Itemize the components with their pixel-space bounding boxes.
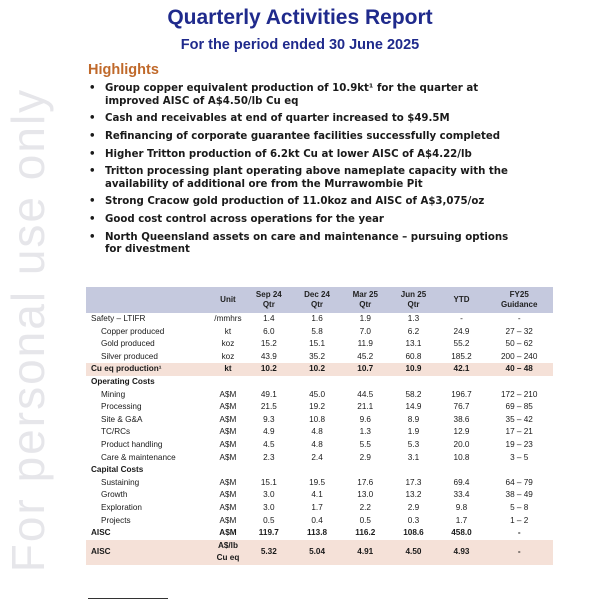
cell-mar25: 0.5 bbox=[359, 515, 371, 525]
row-unit: A$M bbox=[219, 452, 237, 462]
cell-sep24: 6.0 bbox=[263, 326, 275, 336]
cell-guidance: 17 – 21 bbox=[505, 427, 533, 437]
highlight-text: Cash and receivables at end of quarter increased to $49.5M bbox=[105, 113, 450, 125]
cell-ytd: 69.4 bbox=[453, 477, 470, 487]
cell-jun25: 8.9 bbox=[407, 414, 420, 424]
cell-guidance: 35 – 42 bbox=[505, 414, 533, 424]
cell-sep24 bbox=[245, 376, 293, 389]
cell-jun25: 10.9 bbox=[389, 363, 437, 376]
table-row bbox=[86, 439, 553, 452]
cell-jun25: 13.2 bbox=[405, 490, 422, 500]
cell-dec24: 10.8 bbox=[309, 414, 326, 424]
watermark-text: For personal use only bbox=[2, 87, 54, 573]
cell-dec24: 0.4 bbox=[311, 515, 323, 525]
cell-ytd: 458.0 bbox=[451, 528, 472, 538]
cell-ytd: - bbox=[460, 314, 463, 323]
highlights-heading: Highlights bbox=[88, 62, 159, 78]
cell-sep24: 49.1 bbox=[260, 389, 277, 399]
cell-sep24: 3.0 bbox=[263, 502, 275, 512]
cell-mar25: 116.2 bbox=[355, 528, 376, 538]
cell-ytd: 12.9 bbox=[453, 427, 470, 437]
highlight-item bbox=[88, 166, 520, 191]
table-row bbox=[86, 477, 553, 490]
cell-dec24: 19.2 bbox=[309, 402, 326, 412]
cell-dec24: 15.1 bbox=[309, 339, 326, 349]
cell-guidance: - bbox=[517, 314, 521, 323]
cell-mar25: 17.6 bbox=[357, 477, 374, 487]
table-row bbox=[86, 540, 553, 565]
highlight-text: North Queensland assets on care and maintenance – pursuing options for divestment bbox=[105, 231, 509, 256]
cell-mar25: 7.0 bbox=[359, 326, 371, 336]
row-unit: koz bbox=[221, 339, 235, 349]
production-cost-table bbox=[86, 287, 553, 565]
row-unit: A$M bbox=[219, 427, 237, 437]
cell-dec24: 1.6 bbox=[311, 314, 323, 323]
row-label: Exploration bbox=[101, 502, 142, 512]
cell-dec24: 4.1 bbox=[311, 490, 323, 500]
highlight-text: Good cost control across operations for the year bbox=[105, 214, 384, 226]
cell-ytd bbox=[438, 376, 486, 389]
cell-sep24: 3.0 bbox=[263, 490, 275, 500]
row-unit: kt bbox=[224, 326, 232, 336]
cell-ytd: 76.7 bbox=[453, 402, 470, 412]
cell-dec24: 35.2 bbox=[309, 351, 326, 361]
cell-guidance: 5 – 8 bbox=[510, 502, 529, 512]
row-unit bbox=[211, 464, 245, 477]
highlight-text: Group copper equivalent production of 10.9kt¹ for the quarter at improved AISC of A$4.50/lb Cu eq bbox=[105, 83, 479, 107]
cell-guidance: 3 – 5 bbox=[510, 452, 529, 462]
cell-jun25: 13.1 bbox=[405, 339, 422, 349]
row-label: AISC bbox=[91, 528, 111, 538]
highlight-item bbox=[88, 149, 520, 162]
cell-dec24 bbox=[293, 376, 341, 389]
cell-sep24: 15.1 bbox=[260, 477, 277, 487]
cell-sep24: 0.5 bbox=[263, 515, 275, 525]
cell-dec24: 1.7 bbox=[311, 502, 323, 512]
cell-guidance bbox=[485, 376, 553, 389]
table-row bbox=[86, 489, 553, 502]
row-unit: A$M bbox=[219, 402, 237, 412]
row-label: Mining bbox=[101, 389, 126, 399]
row-unit bbox=[211, 376, 245, 389]
cell-sep24: 1.4 bbox=[263, 314, 275, 323]
cell-mar25: 1.9 bbox=[359, 314, 371, 323]
table-row bbox=[86, 338, 553, 351]
cell-dec24: 4.8 bbox=[311, 439, 323, 449]
highlight-item bbox=[88, 232, 520, 257]
cell-sep24: 2.3 bbox=[263, 452, 275, 462]
cell-jun25: 6.2 bbox=[407, 326, 420, 336]
cell-ytd: 24.9 bbox=[453, 326, 470, 336]
cell-mar25: 21.1 bbox=[357, 402, 374, 412]
cell-jun25 bbox=[389, 376, 437, 389]
header-guidance: FY25 Guidance bbox=[485, 287, 553, 313]
header-label-cell bbox=[86, 287, 211, 313]
highlight-text: Refinancing of corporate guarantee facilities successfully completed bbox=[105, 130, 501, 142]
table-row bbox=[86, 363, 553, 376]
cell-guidance: 27 – 32 bbox=[505, 326, 533, 336]
row-unit: A$M bbox=[219, 477, 237, 487]
cell-mar25: 44.5 bbox=[357, 389, 374, 399]
row-label: TC/RCs bbox=[101, 427, 131, 437]
cell-ytd: 55.2 bbox=[453, 339, 470, 349]
footnote-divider bbox=[88, 598, 168, 599]
table-row bbox=[86, 313, 553, 326]
cell-jun25: 5.3 bbox=[407, 439, 420, 449]
cell-sep24: 4.5 bbox=[263, 439, 275, 449]
row-label: AISC bbox=[86, 540, 211, 565]
row-unit: A$M bbox=[219, 515, 237, 525]
cell-jun25: 58.2 bbox=[405, 389, 422, 399]
cell-guidance: 1 – 2 bbox=[510, 515, 529, 525]
table-row bbox=[86, 464, 553, 477]
row-label: Safety – LTIFR bbox=[91, 314, 146, 323]
cell-ytd: 196.7 bbox=[451, 389, 472, 399]
cell-dec24: 2.4 bbox=[311, 452, 323, 462]
row-unit: A$/lb Cu eq bbox=[211, 540, 245, 565]
cell-sep24: 21.5 bbox=[260, 402, 277, 412]
highlight-item bbox=[88, 196, 520, 209]
cell-mar25 bbox=[341, 464, 389, 477]
row-unit: koz bbox=[221, 351, 235, 361]
highlight-text: Strong Cracow gold production of 11.0koz and AISC of A$3,075/oz bbox=[105, 196, 485, 208]
table-row bbox=[86, 414, 553, 427]
table-header-row bbox=[86, 287, 553, 313]
cell-sep24 bbox=[245, 464, 293, 477]
report-title: Quarterly Activities Report bbox=[167, 6, 433, 29]
cell-sep24: 9.3 bbox=[263, 414, 275, 424]
highlight-item bbox=[88, 131, 520, 144]
cell-guidance: 200 – 240 bbox=[500, 351, 538, 361]
cell-guidance: 64 – 79 bbox=[505, 477, 533, 487]
cell-guidance: 40 – 48 bbox=[485, 363, 553, 376]
row-label: Copper produced bbox=[101, 326, 165, 336]
cell-sep24: 43.9 bbox=[260, 351, 277, 361]
cell-sep24: 5.32 bbox=[245, 540, 293, 565]
highlight-item bbox=[88, 83, 520, 108]
cell-guidance: 50 – 62 bbox=[505, 339, 533, 349]
header-ytd: YTD bbox=[438, 287, 486, 313]
bullet-icon: • bbox=[89, 231, 96, 243]
cell-mar25: 45.2 bbox=[357, 351, 374, 361]
cell-ytd: 185.2 bbox=[451, 351, 472, 361]
row-unit: A$M bbox=[219, 439, 237, 449]
cell-ytd: 9.8 bbox=[455, 502, 468, 512]
row-unit: A$M bbox=[219, 490, 237, 500]
header-mar25: Mar 25 Qtr bbox=[341, 287, 389, 313]
cell-dec24: 19.5 bbox=[309, 477, 326, 487]
row-label: Site & G&A bbox=[101, 414, 143, 424]
row-label: Cu eq production¹ bbox=[86, 363, 211, 376]
cell-jun25: 14.9 bbox=[405, 402, 422, 412]
row-label: Capital Costs bbox=[91, 465, 144, 475]
row-label: Growth bbox=[101, 490, 128, 500]
cell-jun25 bbox=[389, 464, 437, 477]
row-label: Sustaining bbox=[101, 477, 140, 487]
highlight-item bbox=[88, 214, 520, 227]
table-row bbox=[86, 527, 553, 540]
cell-jun25: 60.8 bbox=[405, 351, 422, 361]
cell-dec24 bbox=[293, 464, 341, 477]
cell-guidance bbox=[485, 464, 553, 477]
cell-mar25: 5.5 bbox=[359, 439, 371, 449]
row-unit: A$M bbox=[219, 502, 237, 512]
cell-ytd: 38.6 bbox=[453, 414, 470, 424]
cell-dec24: 5.8 bbox=[311, 326, 323, 336]
cell-mar25: 13.0 bbox=[357, 490, 374, 500]
cell-jun25: 2.9 bbox=[407, 502, 420, 512]
cell-dec24: 4.8 bbox=[311, 427, 323, 437]
table-row bbox=[86, 502, 553, 515]
row-label: Operating Costs bbox=[91, 376, 155, 386]
cell-ytd: 4.93 bbox=[438, 540, 486, 565]
cell-dec24: 45.0 bbox=[309, 389, 326, 399]
row-label: Gold produced bbox=[101, 339, 155, 349]
row-label: Product handling bbox=[101, 439, 163, 449]
cell-ytd: 20.0 bbox=[453, 439, 470, 449]
cell-mar25: 9.6 bbox=[359, 414, 371, 424]
row-label: Processing bbox=[101, 402, 142, 412]
table-row bbox=[86, 515, 553, 528]
cell-mar25: 11.9 bbox=[357, 339, 373, 349]
cell-mar25: 2.9 bbox=[359, 452, 371, 462]
table-row bbox=[86, 376, 553, 389]
cell-guidance: - bbox=[517, 528, 521, 538]
table-row bbox=[86, 326, 553, 339]
cell-dec24: 5.04 bbox=[293, 540, 341, 565]
cell-guidance: - bbox=[485, 540, 553, 565]
row-label: Silver produced bbox=[101, 351, 158, 361]
cell-ytd: 1.7 bbox=[455, 515, 468, 525]
table-row bbox=[86, 351, 553, 364]
cell-sep24: 15.2 bbox=[260, 339, 277, 349]
cell-sep24: 4.9 bbox=[263, 427, 275, 437]
cell-jun25: 1.3 bbox=[407, 314, 420, 323]
highlights-list bbox=[88, 83, 520, 262]
cell-jun25: 0.3 bbox=[407, 515, 420, 525]
report-subtitle: For the period ended 30 June 2025 bbox=[180, 37, 420, 53]
cell-sep24: 10.2 bbox=[245, 363, 293, 376]
table-row bbox=[86, 452, 553, 465]
bullet-icon: • bbox=[89, 166, 96, 178]
cell-guidance: 69 – 85 bbox=[505, 402, 533, 412]
row-label: Care & maintenance bbox=[101, 452, 176, 462]
cell-jun25: 108.6 bbox=[403, 528, 424, 538]
row-unit: A$M bbox=[219, 528, 237, 538]
cell-ytd: 10.8 bbox=[453, 452, 470, 462]
bullet-icon: • bbox=[89, 83, 96, 94]
cell-ytd: 33.4 bbox=[453, 490, 470, 500]
cell-dec24: 10.2 bbox=[293, 363, 341, 376]
cell-mar25: 2.2 bbox=[359, 502, 371, 512]
header-dec24: Dec 24 Qtr bbox=[293, 287, 341, 313]
bullet-icon: • bbox=[89, 148, 96, 160]
cell-sep24: 119.7 bbox=[258, 528, 279, 538]
table-row bbox=[86, 401, 553, 414]
cell-ytd: 42.1 bbox=[438, 363, 486, 376]
row-unit: kt bbox=[211, 363, 245, 376]
header-unit: Unit bbox=[211, 287, 245, 313]
highlight-text: Tritton processing plant operating above nameplate capacity with the availability of additional ore from the Murrawombie Pit bbox=[105, 166, 508, 190]
table-row bbox=[86, 389, 553, 402]
cell-guidance: 172 – 210 bbox=[500, 389, 538, 399]
highlight-text: Higher Tritton production of 6.2kt Cu at lower AISC of A$4.22/lb bbox=[105, 148, 472, 160]
cell-jun25: 4.50 bbox=[389, 540, 437, 565]
cell-mar25 bbox=[341, 376, 389, 389]
header-sep24: Sep 24 Qtr bbox=[245, 287, 293, 313]
bullet-icon: • bbox=[89, 196, 96, 208]
bullet-icon: • bbox=[89, 214, 96, 226]
row-unit: /mmhrs bbox=[214, 314, 242, 323]
header-jun25: Jun 25 Qtr bbox=[389, 287, 437, 313]
cell-mar25: 1.3 bbox=[359, 427, 371, 437]
cell-jun25: 1.9 bbox=[407, 427, 420, 437]
bullet-icon: • bbox=[89, 130, 96, 142]
cell-ytd bbox=[438, 464, 486, 477]
cell-dec24: 113.8 bbox=[307, 528, 328, 538]
table-row bbox=[86, 426, 553, 439]
bullet-icon: • bbox=[89, 113, 96, 125]
row-unit: A$M bbox=[219, 389, 237, 399]
row-label: Projects bbox=[101, 515, 131, 525]
cell-guidance: 19 – 23 bbox=[505, 439, 533, 449]
row-unit: A$M bbox=[219, 414, 237, 424]
cell-mar25: 4.91 bbox=[341, 540, 389, 565]
cell-jun25: 17.3 bbox=[405, 477, 422, 487]
cell-guidance: 38 – 49 bbox=[505, 490, 533, 500]
cell-mar25: 10.7 bbox=[341, 363, 389, 376]
cell-jun25: 3.1 bbox=[407, 452, 420, 462]
highlight-item bbox=[88, 113, 520, 126]
